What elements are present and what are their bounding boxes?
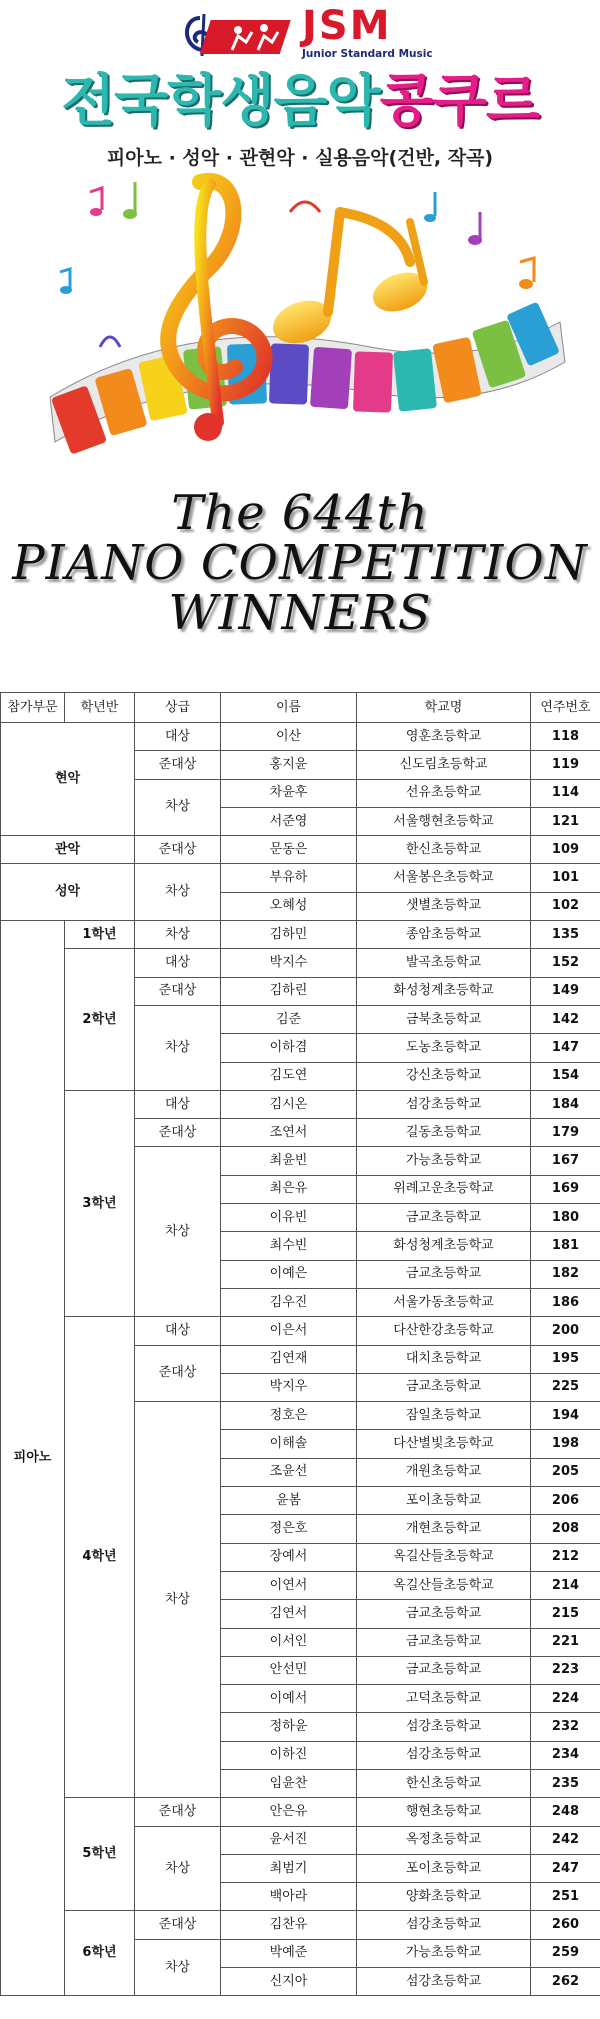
number-cell: 234 (531, 1741, 600, 1769)
number-cell: 114 (531, 779, 600, 807)
number-cell: 195 (531, 1345, 600, 1373)
grade-cell: 1학년 (65, 921, 135, 949)
number-cell: 194 (531, 1402, 600, 1430)
award-cell: 차상 (135, 921, 221, 949)
number-cell: 154 (531, 1062, 600, 1090)
school-cell: 강신초등학교 (357, 1062, 531, 1090)
school-cell: 양화초등학교 (357, 1883, 531, 1911)
table-row (1, 864, 600, 892)
award-cell: 차상 (135, 1826, 221, 1911)
number-cell: 262 (531, 1968, 600, 1996)
number-cell: 208 (531, 1515, 600, 1543)
award-cell: 차상 (135, 1402, 221, 1798)
name-cell: 김도연 (221, 1062, 357, 1090)
name-cell: 최범기 (221, 1854, 357, 1882)
school-cell: 금교초등학교 (357, 1204, 531, 1232)
table-row (1, 1317, 600, 1345)
name-cell: 장예서 (221, 1543, 357, 1571)
number-cell: 235 (531, 1769, 600, 1797)
table-row (1, 1090, 600, 1118)
jsm-logo (180, 3, 450, 64)
name-cell: 김준 (221, 1005, 357, 1033)
school-cell: 개원초등학교 (357, 1458, 531, 1486)
name-cell: 홍지윤 (221, 751, 357, 779)
name-cell: 이연서 (221, 1571, 357, 1599)
number-cell: 167 (531, 1147, 600, 1175)
award-cell: 차상 (135, 1939, 221, 1996)
name-cell: 정호은 (221, 1402, 357, 1430)
page-subtitle: 피아노 · 성악 · 관현악 · 실용음악(건반, 작곡) (106, 147, 494, 169)
number-cell: 212 (531, 1543, 600, 1571)
number-cell: 224 (531, 1685, 600, 1713)
banner-line-3: WINNERS (168, 585, 432, 641)
school-cell: 선유초등학교 (357, 779, 531, 807)
school-cell: 종암초등학교 (357, 921, 531, 949)
school-cell: 서울가동초등학교 (357, 1288, 531, 1316)
name-cell: 이산 (221, 723, 357, 751)
name-cell: 김하린 (221, 977, 357, 1005)
competition-poster (0, 0, 600, 655)
category-cell-piano: 피아노 (1, 921, 65, 1996)
number-cell: 142 (531, 1005, 600, 1033)
award-cell: 준대상 (135, 751, 221, 779)
name-cell: 임윤찬 (221, 1769, 357, 1797)
number-cell: 214 (531, 1571, 600, 1599)
school-cell: 옥정초등학교 (357, 1826, 531, 1854)
table-row (1, 836, 600, 864)
number-cell: 179 (531, 1119, 600, 1147)
school-cell: 금북초등학교 (357, 1005, 531, 1033)
title-part-pink: 콩쿠르 (379, 69, 539, 134)
number-cell: 251 (531, 1883, 600, 1911)
column-header-name: 이름 (221, 693, 357, 723)
number-cell: 119 (531, 751, 600, 779)
award-cell: 차상 (135, 864, 221, 921)
name-cell: 이해솔 (221, 1430, 357, 1458)
school-cell: 금교초등학교 (357, 1656, 531, 1684)
school-cell: 개현초등학교 (357, 1515, 531, 1543)
grade-cell: 2학년 (65, 949, 135, 1090)
grade-cell: 4학년 (65, 1317, 135, 1798)
table-row (1, 949, 600, 977)
name-cell: 이유빈 (221, 1204, 357, 1232)
number-cell: 147 (531, 1034, 600, 1062)
name-cell: 이하겸 (221, 1034, 357, 1062)
name-cell: 조연서 (221, 1119, 357, 1147)
number-cell: 118 (531, 723, 600, 751)
banner-line-1: The 644th (171, 485, 429, 541)
name-cell: 윤서진 (221, 1826, 357, 1854)
music-keyboard-illustration (40, 172, 570, 472)
school-cell: 금교초등학교 (357, 1260, 531, 1288)
grade-cell: 3학년 (65, 1090, 135, 1316)
number-cell: 200 (531, 1317, 600, 1345)
column-header-grade: 학년반 (65, 693, 135, 723)
school-cell: 한신초등학교 (357, 1769, 531, 1797)
title-part-teal: 전국학생음악 (61, 69, 380, 134)
school-cell: 섬강초등학교 (357, 1090, 531, 1118)
name-cell: 백아라 (221, 1883, 357, 1911)
name-cell: 안은유 (221, 1798, 357, 1826)
table-row (1, 921, 600, 949)
number-cell: 221 (531, 1628, 600, 1656)
number-cell: 121 (531, 807, 600, 835)
number-cell: 184 (531, 1090, 600, 1118)
award-cell: 대상 (135, 1317, 221, 1345)
name-cell: 차윤후 (221, 779, 357, 807)
name-cell: 이예은 (221, 1260, 357, 1288)
school-cell: 영훈초등학교 (357, 723, 531, 751)
award-cell: 준대상 (135, 1345, 221, 1402)
name-cell: 부유하 (221, 864, 357, 892)
number-cell: 223 (531, 1656, 600, 1684)
number-cell: 182 (531, 1260, 600, 1288)
school-cell: 샛별초등학교 (357, 892, 531, 920)
column-header-category: 참가부문 (1, 693, 65, 723)
school-cell: 위례고운초등학교 (357, 1175, 531, 1203)
winners-table (0, 692, 600, 1996)
name-cell: 안선민 (221, 1656, 357, 1684)
school-cell: 포이초등학교 (357, 1487, 531, 1515)
name-cell: 이은서 (221, 1317, 357, 1345)
table-row (1, 723, 600, 751)
school-cell: 도농초등학교 (357, 1034, 531, 1062)
name-cell: 신지아 (221, 1968, 357, 1996)
page-title (0, 66, 600, 138)
name-cell: 정은호 (221, 1515, 357, 1543)
school-cell: 금교초등학교 (357, 1600, 531, 1628)
number-cell: 109 (531, 836, 600, 864)
award-cell: 준대상 (135, 1798, 221, 1826)
category-cell-vocal: 성악 (1, 864, 135, 921)
school-cell: 길동초등학교 (357, 1119, 531, 1147)
name-cell: 문동은 (221, 836, 357, 864)
number-cell: 215 (531, 1600, 600, 1628)
school-cell: 가능초등학교 (357, 1939, 531, 1967)
grade-cell: 5학년 (65, 1798, 135, 1911)
table-row (1, 1798, 600, 1826)
number-cell: 102 (531, 892, 600, 920)
number-cell: 242 (531, 1826, 600, 1854)
number-cell: 186 (531, 1288, 600, 1316)
award-cell: 준대상 (135, 1119, 221, 1147)
name-cell: 최수빈 (221, 1232, 357, 1260)
name-cell: 박지수 (221, 949, 357, 977)
number-cell: 180 (531, 1204, 600, 1232)
award-cell: 대상 (135, 1090, 221, 1118)
school-cell: 발곡초등학교 (357, 949, 531, 977)
school-cell: 섬강초등학교 (357, 1911, 531, 1939)
school-cell: 서울행현초등학교 (357, 807, 531, 835)
name-cell: 정하윤 (221, 1713, 357, 1741)
number-cell: 149 (531, 977, 600, 1005)
logo-brand: JSM (302, 3, 392, 49)
banner-line-2: PIANO COMPETITION (12, 535, 588, 591)
name-cell: 김우진 (221, 1288, 357, 1316)
number-cell: 260 (531, 1911, 600, 1939)
number-cell: 152 (531, 949, 600, 977)
name-cell: 최윤빈 (221, 1147, 357, 1175)
column-header-number: 연주번호 (531, 693, 600, 723)
number-cell: 101 (531, 864, 600, 892)
number-cell: 205 (531, 1458, 600, 1486)
award-cell: 준대상 (135, 1911, 221, 1939)
school-cell: 다산별빛초등학교 (357, 1430, 531, 1458)
number-cell: 169 (531, 1175, 600, 1203)
number-cell: 259 (531, 1939, 600, 1967)
number-cell: 248 (531, 1798, 600, 1826)
school-cell: 가능초등학교 (357, 1147, 531, 1175)
school-cell: 한신초등학교 (357, 836, 531, 864)
award-cell: 차상 (135, 779, 221, 836)
school-cell: 옥길산들초등학교 (357, 1571, 531, 1599)
number-cell: 181 (531, 1232, 600, 1260)
school-cell: 잠일초등학교 (357, 1402, 531, 1430)
school-cell: 금교초등학교 (357, 1628, 531, 1656)
school-cell: 포이초등학교 (357, 1854, 531, 1882)
award-cell: 차상 (135, 1147, 221, 1317)
name-cell: 김시온 (221, 1090, 357, 1118)
number-cell: 135 (531, 921, 600, 949)
name-cell: 김찬유 (221, 1911, 357, 1939)
number-cell: 206 (531, 1487, 600, 1515)
school-cell: 고덕초등학교 (357, 1685, 531, 1713)
name-cell: 오혜성 (221, 892, 357, 920)
name-cell: 이서인 (221, 1628, 357, 1656)
name-cell: 윤봄 (221, 1487, 357, 1515)
award-cell: 준대상 (135, 836, 221, 864)
name-cell: 조윤선 (221, 1458, 357, 1486)
school-cell: 옥길산들초등학교 (357, 1543, 531, 1571)
column-header-school: 학교명 (357, 693, 531, 723)
award-cell: 대상 (135, 949, 221, 977)
school-cell: 화성청계초등학교 (357, 977, 531, 1005)
award-cell: 대상 (135, 723, 221, 751)
name-cell: 김연재 (221, 1345, 357, 1373)
school-cell: 섬강초등학교 (357, 1968, 531, 1996)
name-cell: 박예준 (221, 1939, 357, 1967)
number-cell: 225 (531, 1373, 600, 1401)
school-cell: 섬강초등학교 (357, 1741, 531, 1769)
music-notes-logo-icon (180, 10, 298, 60)
school-cell: 화성청계초등학교 (357, 1232, 531, 1260)
grade-cell: 6학년 (65, 1911, 135, 1996)
school-cell: 섬강초등학교 (357, 1713, 531, 1741)
award-cell: 차상 (135, 1005, 221, 1090)
table-row (1, 1911, 600, 1939)
name-cell: 김하민 (221, 921, 357, 949)
name-cell: 이예서 (221, 1685, 357, 1713)
school-cell: 서울봉은초등학교 (357, 864, 531, 892)
name-cell: 서준영 (221, 807, 357, 835)
school-cell: 대치초등학교 (357, 1345, 531, 1373)
school-cell: 다산한강초등학교 (357, 1317, 531, 1345)
school-cell: 행현초등학교 (357, 1798, 531, 1826)
number-cell: 247 (531, 1854, 600, 1882)
number-cell: 232 (531, 1713, 600, 1741)
music-note-icon (267, 212, 432, 351)
school-cell: 신도림초등학교 (357, 751, 531, 779)
school-cell: 금교초등학교 (357, 1373, 531, 1401)
category-cell-strings: 현악 (1, 723, 135, 836)
table-header-row (1, 693, 600, 723)
name-cell: 이하진 (221, 1741, 357, 1769)
name-cell: 박지우 (221, 1373, 357, 1401)
column-header-award: 상급 (135, 693, 221, 723)
name-cell: 최은유 (221, 1175, 357, 1203)
award-cell: 준대상 (135, 977, 221, 1005)
category-cell-winds: 관악 (1, 836, 135, 864)
logo-tagline: Junior Standard Music (302, 48, 433, 60)
name-cell: 김연서 (221, 1600, 357, 1628)
number-cell: 198 (531, 1430, 600, 1458)
